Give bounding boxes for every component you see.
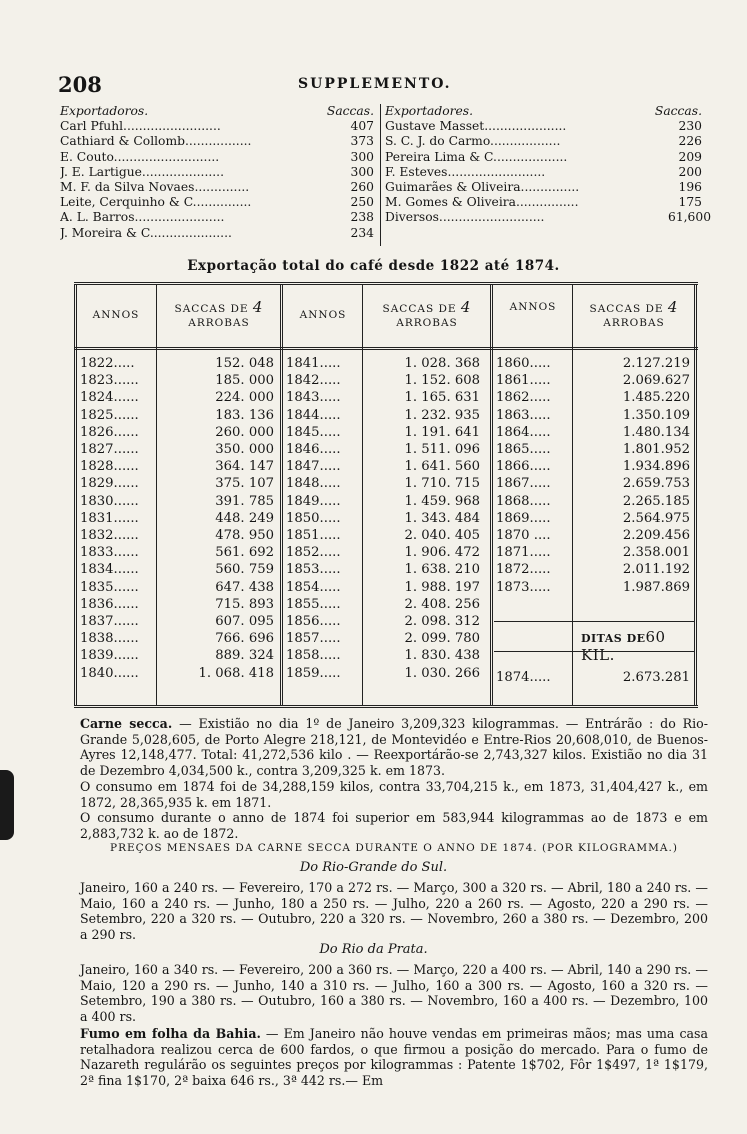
saccas-cell: 2.673.281 (622, 670, 690, 685)
exporter-saccas: 196 (678, 180, 702, 195)
saccas-cell: 1. 232. 935 (404, 407, 480, 423)
ditas-label: DITAS DE60 KIL. (581, 628, 666, 664)
table-row (80, 630, 274, 647)
saccas-cell: 560. 759 (215, 562, 274, 578)
table-row (80, 389, 274, 406)
table-row (286, 355, 480, 372)
table-row (286, 527, 480, 544)
exporter-row (60, 210, 374, 225)
saccas-cell: 1.801.952 (622, 442, 690, 458)
consumo-comparison-paragraph: O consumo durante o anno de 1874 foi superior em 583,944 kilogrammas ao de 1873 e em 2,883,732 k. ao de 1872. (80, 810, 708, 841)
saccas-cell: 2. 040. 405 (404, 528, 480, 544)
exporter-name: J. E. Lartigue..................... (60, 164, 224, 179)
exporters-right-heading (385, 104, 702, 119)
year-cell: 1838...... (80, 631, 139, 647)
exporter-name: F. Esteves......................... (385, 164, 546, 179)
running-head: SUPPLEMENTO. (298, 76, 452, 92)
table-row (496, 561, 690, 578)
exporter-row (385, 180, 702, 195)
table-row (496, 510, 690, 527)
saccas-cell: 2. 099. 780 (404, 631, 480, 647)
exporter-saccas: 234 (350, 225, 374, 240)
saccas-cell: 1. 165. 631 (404, 390, 480, 406)
saccas-cell: 1. 830. 438 (404, 648, 480, 664)
saccas-cell: 1. 906. 472 (404, 545, 480, 561)
saccas-cell: 2.209.456 (622, 528, 690, 544)
exporter-saccas: 260 (350, 180, 374, 195)
saccas-cell: 1.987.869 (622, 579, 690, 595)
saccas-cell: 1.934.896 (622, 459, 690, 475)
year-cell: 1823...... (80, 373, 139, 389)
table-row (286, 630, 480, 647)
saccas-cell: 889. 324 (215, 648, 274, 664)
table-row (80, 493, 274, 510)
exporters-list (60, 104, 710, 252)
year-cell: 1834...... (80, 562, 139, 578)
header-saccas: SACCAS DE 4 ARROBAS (174, 298, 264, 329)
prices-rio-da-prata: Janeiro, 160 a 340 rs. — Fevereiro, 200 a 360 rs. — Março, 220 a 400 rs. — Abril, 140 a 290 rs. — Maio, 120 a 290 rs. — Junho, 140 a 310 rs. — Julho, 160 a 300 rs. — Agosto, 160 a 320 rs. — Setembro, 190 a 380 rs. — Outubro, 160 a 380 rs. — Novembro, 160 a 400 rs. — Dezembro, 100 a 400 rs. (80, 962, 708, 1024)
exporter-row (385, 150, 702, 165)
row-1874 (496, 669, 690, 686)
saccas-cell: 1.485.220 (622, 390, 690, 406)
consumo-paragraph: O consumo em 1874 foi de 34,288,159 kilos, contra 33,704,215 k., em 1873, 31,404,427 k., em 1872, 28,365,935 k. em 1871. (80, 779, 708, 810)
exporter-name: Diversos........................... (385, 210, 545, 225)
header-saccas: SACCAS DE 4 ARROBAS (382, 298, 472, 329)
table-row (496, 389, 690, 406)
exporter-name: S. C. J. do Carmo.................. (385, 134, 561, 149)
year-cell: 1861..... (496, 373, 551, 389)
prices-rio-grande: Janeiro, 160 a 240 rs. — Fevereiro, 170 a 272 rs. — Março, 300 a 320 rs. — Abril, 180 a 240 rs. — Maio, 160 a 240 rs. — Junho, 180 a 250 rs. — Julho, 220 a 260 rs. — Agosto, 220 a 290 rs. — Setembro, 220 a 320 rs. — Outubro, 220 a 320 rs. — Novembro, 260 a 380 rs. — Dezembro, 200 a 290 rs. (80, 880, 708, 942)
table-row (286, 647, 480, 664)
exporter-saccas: 407 (350, 119, 374, 134)
year-cell: 1873..... (496, 579, 551, 595)
saccas-cell: 715. 893 (215, 596, 274, 612)
table-rule (494, 621, 694, 622)
subheading-rio-grande: Do Rio-Grande do Sul. (299, 860, 448, 875)
year-cell: 1842..... (286, 373, 341, 389)
saccas-cell: 2. 098. 312 (404, 614, 480, 630)
saccas-cell: 1.350.109 (622, 407, 690, 423)
exporters-left-heading (60, 104, 374, 119)
year-cell: 1872..... (496, 562, 551, 578)
saccas-cell: 2.358.001 (622, 545, 690, 561)
table-row (496, 493, 690, 510)
exporter-name: E. Couto........................... (60, 149, 220, 164)
saccas-cell: 2.011.192 (622, 562, 690, 578)
saccas-cell: 1. 068. 418 (198, 665, 274, 681)
year-cell: 1822..... (80, 356, 135, 371)
year-cell: 1835...... (80, 579, 139, 595)
table-row (286, 665, 480, 682)
exporter-name: Gustave Masset..................... (385, 119, 567, 134)
exporter-saccas: 226 (678, 134, 702, 149)
fumo-title: Fumo em folha da Bahia. (80, 1026, 261, 1041)
exporter-name: Carl Pfuhl......................... (60, 119, 221, 134)
exporter-saccas: 250 (350, 195, 374, 210)
page-number: 208 (58, 72, 102, 97)
exporter-name: M. Gomes & Oliveira................ (385, 195, 579, 210)
table-row (80, 355, 274, 372)
saccas-cell: 260. 000 (215, 424, 274, 440)
saccas-cell: 350. 000 (215, 442, 274, 458)
table-row (286, 613, 480, 630)
exporter-row (60, 180, 374, 195)
table-row (496, 407, 690, 424)
exporter-name: Leite, Cerquinho & C............... (60, 195, 252, 210)
saccas-cell: 607. 095 (215, 614, 274, 630)
exporter-saccas: 238 (350, 210, 374, 225)
saccas-cell: 448. 249 (215, 510, 274, 526)
table-row (286, 475, 480, 492)
table-row (80, 596, 274, 613)
year-cell: 1829...... (80, 476, 139, 492)
table-row (496, 355, 690, 372)
saccas-cell: 185. 000 (215, 373, 274, 389)
fumo-paragraph: Fumo em folha da Bahia. — Em Janeiro não houve vendas em primeiras mãos; mas uma casa retalhadora realizou cerca de 600 fardos, o que firmou a posição do mercado. Para o fumo de Nazareth regulárão os seguintes preços por kilogrammas : Patente 1$702, Fôr 1$497, 1ª 1$179, 2ª fina 1$170, 2ª baixa 646 rs., 3ª 442 rs.— Em (80, 1026, 708, 1088)
table-row (286, 424, 480, 441)
saccas-cell: 1. 028. 368 (404, 356, 480, 371)
table-row (286, 561, 480, 578)
exporter-saccas: 175 (678, 195, 702, 210)
year-cell: 1844..... (286, 407, 341, 423)
year-cell: 1871..... (496, 545, 551, 561)
saccas-cell: 478. 950 (215, 528, 274, 544)
exporter-saccas: 373 (350, 134, 374, 149)
page-edge-blot (0, 770, 14, 840)
exporter-name: A. L. Barros....................... (60, 210, 225, 225)
year-cell: 1845..... (286, 424, 341, 440)
year-cell: 1869..... (496, 510, 551, 526)
exporter-name: Cathiard & Collomb................. (60, 134, 252, 149)
prices-heading: PREÇOS MENSAES DA CARNE SECCA DURANTE O ANNO DE 1874. (POR KILOGRAMMA.) (110, 842, 678, 854)
year-cell: 1868..... (496, 493, 551, 509)
saccas-cell: 1. 638. 210 (404, 562, 480, 578)
year-cell: 1864..... (496, 424, 551, 440)
table-row (286, 389, 480, 406)
year-cell: 1832...... (80, 528, 139, 544)
year-cell: 1866..... (496, 459, 551, 475)
saccas-cell: 2.659.753 (622, 476, 690, 492)
saccas-cell: 647. 438 (215, 579, 274, 595)
year-cell: 1849..... (286, 493, 341, 509)
year-cell: 1854..... (286, 579, 341, 595)
header-annos: ANNOS (299, 309, 347, 321)
table-rule (494, 651, 694, 652)
exporter-saccas: 200 (678, 164, 702, 179)
exporter-saccas: 230 (678, 119, 702, 134)
table-row (496, 527, 690, 544)
saccas-cell: 1. 152. 608 (404, 373, 480, 389)
table-row (286, 544, 480, 561)
saccas-cell: 766. 696 (215, 631, 274, 647)
table-row (286, 441, 480, 458)
exporter-name: Pereira Lima & C................... (385, 149, 568, 164)
exporter-row (385, 119, 702, 134)
exporter-name: J. Moreira & C..................... (60, 225, 232, 240)
page-header (58, 72, 708, 96)
table-row (80, 441, 274, 458)
table-row (286, 596, 480, 613)
saccas-cell: 183. 136 (215, 407, 274, 423)
year-cell: 1867..... (496, 476, 551, 492)
saccas-cell: 1. 710. 715 (404, 476, 480, 492)
exporter-row (60, 150, 374, 165)
year-cell: 1840...... (80, 665, 139, 681)
year-cell: 1857..... (286, 631, 341, 647)
year-cell: 1859..... (286, 665, 341, 681)
carne-secca-title: Carne secca. (80, 716, 173, 731)
table-row (496, 372, 690, 389)
exporter-name: M. F. da Silva Novaes.............. (60, 180, 250, 195)
table-row (286, 579, 480, 596)
year-cell: 1833...... (80, 545, 139, 561)
table-row (80, 527, 274, 544)
exporter-row (60, 165, 374, 180)
year-cell: 1828...... (80, 459, 139, 475)
table-row (496, 458, 690, 475)
year-cell: 1874..... (496, 670, 551, 685)
saccas-cell: 1. 191. 641 (404, 424, 480, 440)
exporter-saccas: 300 (350, 149, 374, 164)
saccas-cell: 1. 030. 266 (404, 665, 480, 681)
exporter-row (60, 226, 374, 241)
heading-exporters: Exportadores. (385, 104, 473, 118)
heading-exporters: Exportadoros. (60, 104, 149, 118)
table-row (496, 475, 690, 492)
header-annos: ANNOS (509, 301, 557, 313)
exporter-row (385, 210, 712, 225)
table-row (80, 424, 274, 441)
saccas-cell: 1. 343. 484 (404, 510, 480, 526)
year-cell: 1825...... (80, 407, 139, 423)
saccas-cell: 561. 692 (215, 545, 274, 561)
heading-saccas: Saccas. (654, 104, 702, 118)
table-row (496, 441, 690, 458)
coffee-export-table (74, 282, 698, 708)
table-row (496, 544, 690, 561)
table-row (80, 407, 274, 424)
year-cell: 1848..... (286, 476, 341, 492)
exporters-right-column (380, 104, 712, 246)
year-cell: 1824...... (80, 390, 139, 406)
saccas-cell: 2.265.185 (622, 493, 690, 509)
saccas-cell: 364. 147 (215, 459, 274, 475)
exporter-row (60, 134, 374, 149)
year-cell: 1850..... (286, 510, 341, 526)
table-row (80, 665, 274, 682)
subheading-rio-da-prata: Do Rio da Prata. (319, 942, 428, 957)
table-row (80, 647, 274, 664)
table-row (286, 493, 480, 510)
year-cell: 1841..... (286, 356, 341, 371)
saccas-cell: 1. 511. 096 (404, 442, 480, 458)
table-row (496, 579, 690, 596)
saccas-cell: 1. 641. 560 (404, 459, 480, 475)
table-row (80, 613, 274, 630)
header-rule (74, 347, 698, 350)
exporter-row (385, 134, 702, 149)
table-row (286, 372, 480, 389)
table-row (80, 510, 274, 527)
saccas-cell: 2.127.219 (622, 356, 690, 371)
exporter-row (60, 195, 374, 210)
header-saccas: SACCAS DE 4 ARROBAS (589, 298, 679, 329)
table-title: Exportação total do café desde 1822 até 1874. (187, 258, 560, 274)
table-row (80, 458, 274, 475)
saccas-cell: 2.564.975 (622, 510, 690, 526)
exporter-row (385, 165, 702, 180)
year-cell: 1827...... (80, 442, 139, 458)
table-row (80, 372, 274, 389)
table-row (80, 475, 274, 492)
saccas-cell: 375. 107 (215, 476, 274, 492)
year-cell: 1836...... (80, 596, 139, 612)
year-cell: 1851..... (286, 528, 341, 544)
table-row (496, 424, 690, 441)
header-annos: ANNOS (92, 309, 140, 321)
saccas-cell: 2.069.627 (622, 373, 690, 389)
table-row (286, 510, 480, 527)
year-cell: 1831...... (80, 510, 139, 526)
exporter-saccas: 209 (678, 149, 702, 164)
exporters-left-column (60, 104, 374, 241)
year-cell: 1858..... (286, 648, 341, 664)
table-row (286, 407, 480, 424)
table-row (286, 458, 480, 475)
saccas-cell: 1. 459. 968 (404, 493, 480, 509)
saccas-cell: 1.480.134 (622, 424, 690, 440)
year-cell: 1855..... (286, 596, 341, 612)
exporter-name: Guimarães & Oliveira............... (385, 180, 580, 195)
exporter-row (385, 195, 702, 210)
year-cell: 1852..... (286, 545, 341, 561)
carne-secca-paragraph: Carne secca. — Existião no dia 1º de Janeiro 3,209,323 kilogrammas. — Entrárão : do Rio-Grande 5,028,605, de Porto Alegre 218,121, de Montevidéo e Entre-Rios 20,608,010, de Buenos-Ayres 12,148,477. Total: 41,272,536 kilo . — Reexportárão-se 2,743,327 kilos. Existião no dia 31 de Dezembro 4,034,500 k., contra 3,209,325 k. em 1873. (80, 716, 708, 778)
year-cell: 1860..... (496, 356, 551, 371)
saccas-cell: 391. 785 (215, 493, 274, 509)
year-cell: 1853..... (286, 562, 341, 578)
year-cell: 1847..... (286, 459, 341, 475)
exporter-row (60, 119, 374, 134)
table-row (80, 544, 274, 561)
saccas-cell: 152. 048 (215, 356, 274, 371)
exporter-saccas: 61,600 (668, 210, 712, 225)
saccas-cell: 2. 408. 256 (404, 596, 480, 612)
year-cell: 1846..... (286, 442, 341, 458)
year-cell: 1863..... (496, 407, 551, 423)
year-cell: 1830...... (80, 493, 139, 509)
year-cell: 1826...... (80, 424, 139, 440)
saccas-cell: 224. 000 (215, 390, 274, 406)
year-cell: 1837...... (80, 614, 139, 630)
year-cell: 1862..... (496, 390, 551, 406)
heading-saccas: Saccas. (326, 104, 374, 118)
year-cell: 1856..... (286, 614, 341, 630)
year-cell: 1839...... (80, 648, 139, 664)
year-cell: 1843..... (286, 390, 341, 406)
year-cell: 1870 .... (496, 528, 551, 544)
year-cell: 1865..... (496, 442, 551, 458)
table-row (80, 579, 274, 596)
exporter-saccas: 300 (350, 164, 374, 179)
table-row (80, 561, 274, 578)
saccas-cell: 1. 988. 197 (404, 579, 480, 595)
